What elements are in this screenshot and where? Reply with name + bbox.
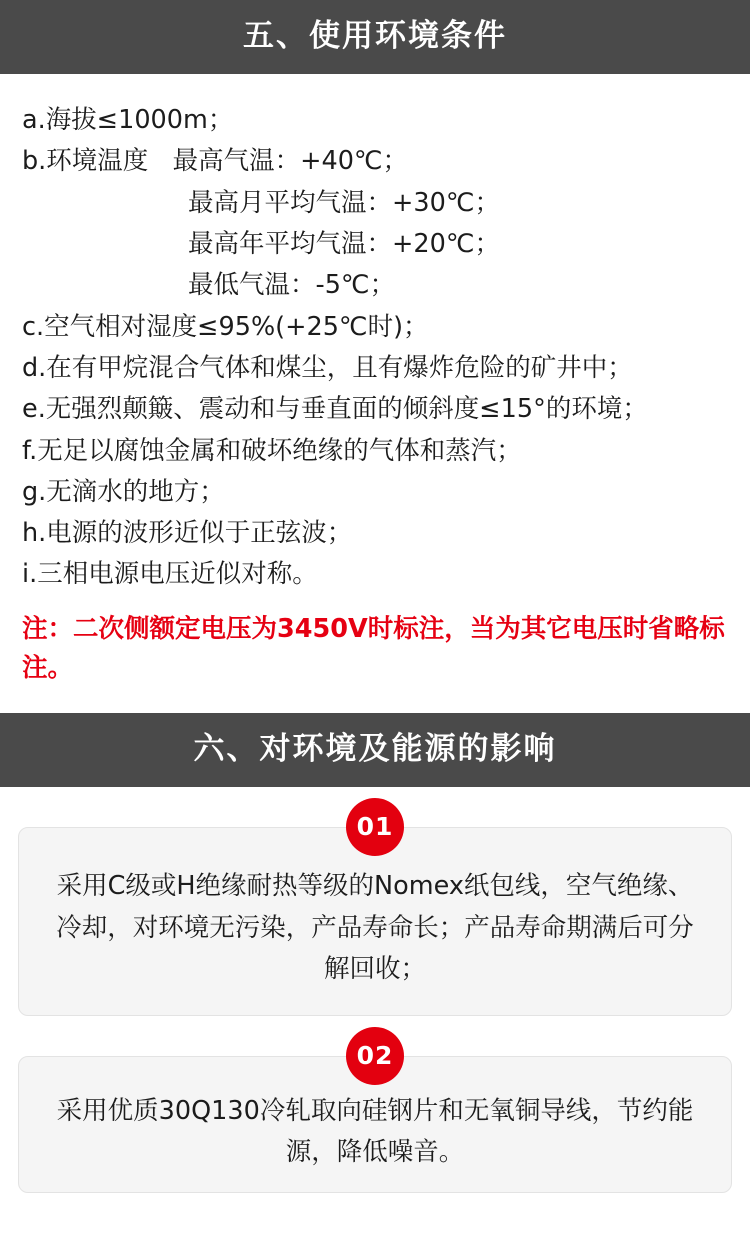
condition-line: 最低气温：-5℃；	[188, 270, 396, 301]
impact-card-item	[18, 812, 732, 1016]
impact-card-item	[18, 1041, 732, 1193]
condition-line: 最高月平均气温：+30℃；	[188, 187, 500, 218]
condition-line: d.在有甲烷混合气体和煤尘，且有爆炸危险的矿井中；	[22, 352, 633, 383]
card-number-badge: 01	[346, 798, 404, 856]
card-number-badge: 02	[346, 1027, 404, 1085]
footnote-text: 注：二次侧额定电压为3450V时标注，当为其它电压时省略标注。	[22, 613, 725, 684]
condition-line: e.无强烈颠簸、震动和与垂直面的倾斜度≤15°的环境；	[22, 394, 648, 425]
condition-line: c.空气相对湿度≤95%(+25℃时)；	[22, 311, 429, 342]
condition-line: f.无足以腐蚀金属和破坏绝缘的气体和蒸汽；	[22, 435, 522, 466]
card-body-text: 采用C级或H绝缘耐热等级的Nomex纸包线，空气绝缘、冷却，对环境无污染，产品寿命长；产品寿命期满后可分解回收；	[18, 827, 732, 1016]
card-body-text: 采用优质30Q130冷轧取向硅钢片和无氧铜导线，节约能源，降低噪音。	[18, 1056, 732, 1193]
section-heading-six: 六、对环境及能源的影响	[0, 713, 750, 787]
condition-line: a.海拔≤1000m；	[22, 105, 234, 136]
condition-line: h.电源的波形近似于正弦波；	[22, 518, 353, 549]
impact-card-list	[0, 812, 750, 1193]
section-heading-five: 五、使用环境条件	[0, 0, 750, 74]
condition-line: b.环境温度 最高气温：+40℃；	[22, 146, 409, 177]
environment-conditions-list	[0, 74, 750, 695]
condition-line: g.无滴水的地方；	[22, 476, 225, 507]
condition-line: 最高年平均气温：+20℃；	[188, 229, 500, 260]
condition-line: i.三相电源电压近似对称。	[22, 559, 318, 590]
